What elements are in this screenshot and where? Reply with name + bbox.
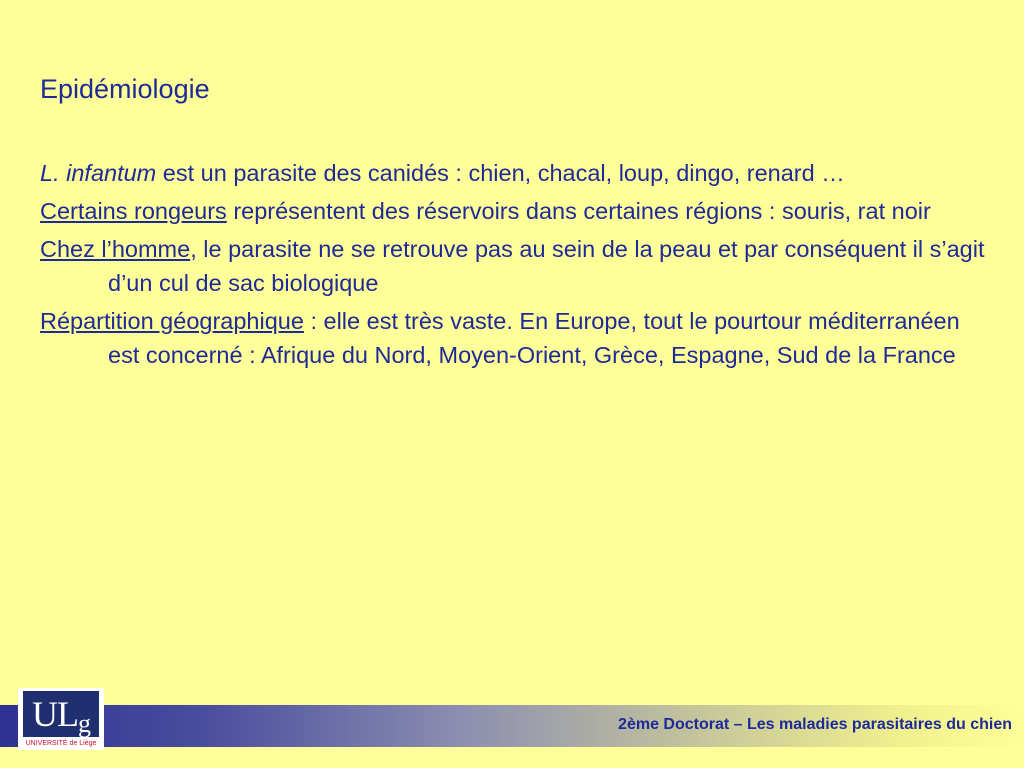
paragraph-homme: [40, 232, 990, 300]
paragraph-text: , le parasite ne se retrouve pas au sein de la peau et par conséquent il s’agit d’un cul de sac biologique: [108, 236, 985, 296]
underlined-heading: Certains rongeurs: [40, 198, 227, 224]
paragraph-repartition: [40, 304, 990, 372]
slide-title: Epidémiologie: [40, 74, 210, 104]
logo-caption: UNIVERSITÉ de Liège: [25, 740, 97, 747]
paragraph-text: représentent des réservoirs dans certaines régions : souris, rat noir: [226, 198, 931, 224]
underlined-heading: Chez l’homme: [40, 236, 191, 262]
paragraph-text: est un parasite des canidés : chien, chacal, loup, dingo, renard …: [156, 160, 845, 186]
paragraph-text: : elle est très vaste. En Europe, tout le pourtour méditerranéen est concerné : Afrique du Nord, Moyen-Orient, Grèce, Espagne, Sud de la France: [108, 308, 960, 368]
paragraph-infantum: [40, 156, 990, 190]
species-name: L. infantum: [40, 160, 157, 186]
underlined-heading: Répartition géographique: [40, 308, 304, 334]
footer-title: 2ème Doctorat – Les maladies parasitaires du chien: [618, 716, 1012, 733]
university-logo: [18, 688, 104, 750]
slide-body: [40, 156, 990, 376]
ulg-logo-mark: [23, 691, 99, 737]
logo-mark-text: UL: [32, 694, 78, 734]
paragraph-rongeurs: [40, 194, 990, 228]
logo-mark-sub: g: [78, 709, 90, 738]
